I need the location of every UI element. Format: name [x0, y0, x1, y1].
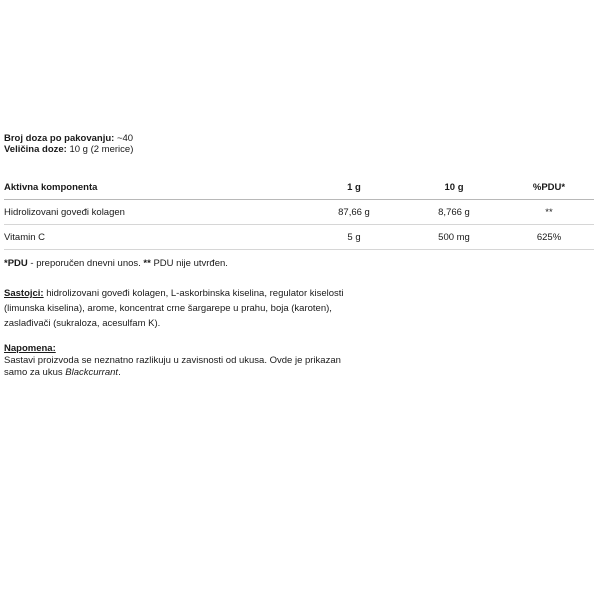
row-value-10g: 500 mg: [438, 231, 470, 243]
doses-per-package: [4, 133, 598, 144]
note-text: Sastavi proizvoda se neznatno razlikuju u zavisnosti od ukusa. Ovde je prikazan samo za ukus: [4, 355, 341, 378]
not-established-text: PDU nije utvrđen.: [150, 258, 228, 269]
not-established-label: **: [143, 258, 151, 269]
header-active-component: Aktivna komponenta: [4, 181, 98, 193]
note-label: Napomena:: [4, 343, 56, 354]
active-components-table: [4, 175, 594, 250]
row-value-pdu: 625%: [536, 231, 562, 243]
table-row: [4, 200, 594, 225]
product-info-panel: [4, 133, 598, 379]
doses-per-package-value: ~40: [114, 133, 134, 144]
ingredients-label: Sastojci:: [4, 288, 44, 299]
serving-size-label: Veličina doze:: [4, 144, 67, 155]
pdu-footnote-label: *PDU: [4, 258, 28, 269]
note-section: [4, 343, 344, 379]
row-value-1g: 87,66 g: [338, 206, 370, 218]
row-component-name: Hidrolizovani goveđi kolagen: [4, 206, 125, 218]
note-flavor: Blackcurrant: [65, 367, 119, 378]
row-value-1g: 5 g: [347, 231, 361, 243]
note-body: [4, 355, 344, 379]
row-value-10g: 8,766 g: [438, 206, 470, 218]
header-pdu: %PDU*: [532, 181, 566, 193]
table-header-row: [4, 175, 594, 200]
ingredients-section: [4, 286, 344, 331]
serving-size-value: 10 g (2 merice): [66, 144, 134, 155]
header-per-1g: 1 g: [347, 181, 361, 193]
table-row: [4, 225, 594, 250]
row-component-name: Vitamin C: [4, 231, 46, 243]
note-end: .: [118, 367, 121, 378]
pdu-footnote-text: - preporučen dnevni unos.: [27, 258, 144, 269]
pdu-footnote: [4, 258, 598, 270]
doses-per-package-label: Broj doza po pakovanju:: [4, 133, 115, 144]
row-value-pdu: **: [545, 206, 553, 218]
serving-size: [4, 144, 598, 155]
ingredients-text: hidrolizovani goveđi kolagen, L-askorbinska kiselina, regulator kiselosti (limunska kiselina), arome, koncentrat crne šargarepe u prahu, boja (karoten), zaslađivači (sukraloza, acesulfam K).: [4, 288, 344, 329]
header-per-10g: 10 g: [444, 181, 464, 193]
